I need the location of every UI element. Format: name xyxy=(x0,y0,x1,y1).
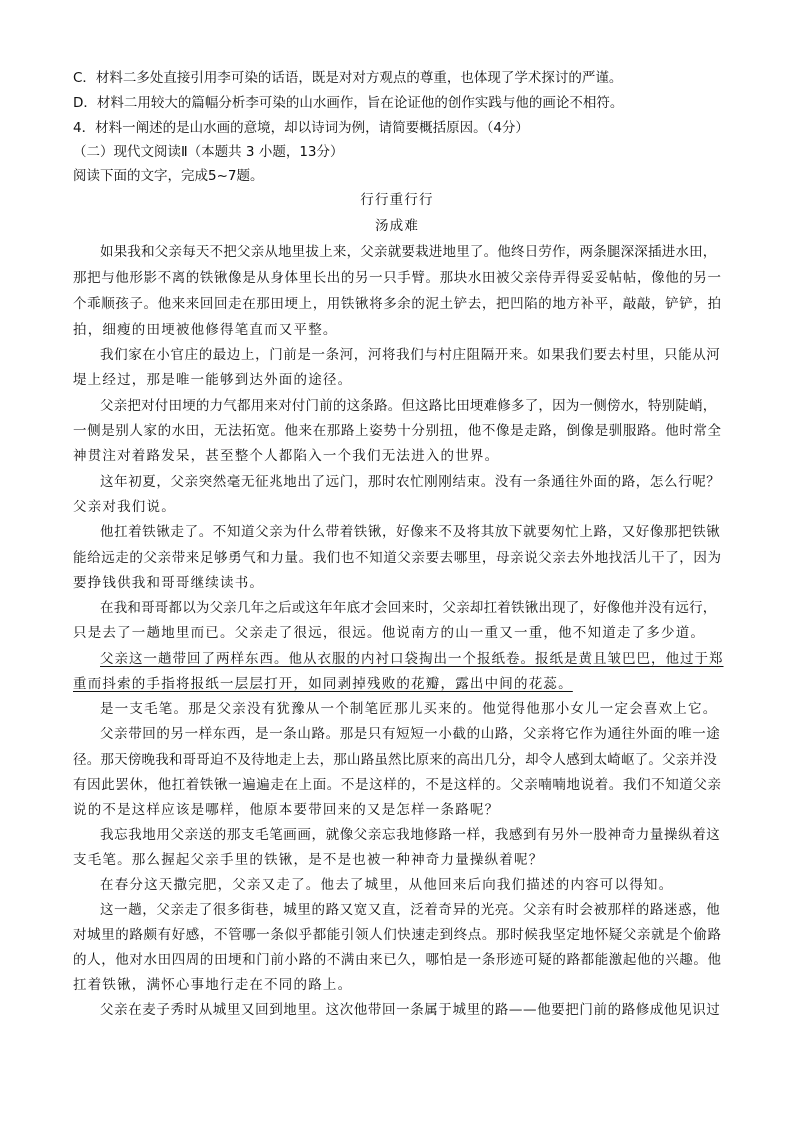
article-line: 能给远走的父亲带来足够勇气和力量。我们也不知道父亲要去哪里，母亲说父亲去外地找活儿干了，因为 xyxy=(73,550,722,566)
article-line: 这年初夏，父亲突然毫无征兆地出了远门，那时农忙刚刚结束。没有一条通往外面的路，怎么行呢？ xyxy=(100,474,721,490)
question-4: 4．材料一阐述的是山水画的意境，却以诗词为例，请简要概括原因。（4分） xyxy=(73,120,529,136)
article-line: 说的不是这样应该是哪样，他原本要带回来的又是怎样一条路呢？ xyxy=(73,802,500,818)
article-line: 有因此罢休，他扛着铁锹一遍遍走在上面。不是这样的，不是这样的。父亲喃喃地说着。我们不知道父亲 xyxy=(73,777,722,793)
instruction: 阅读下面的文字，完成5~7题。 xyxy=(73,168,264,184)
option-c: C．材料二多处直接引用李可染的话语，既是对对方观点的尊重，也体现了学术探讨的严谨。 xyxy=(73,70,623,86)
article-line: 堤上经过，那是唯一能够到达外面的途径。 xyxy=(73,372,353,388)
article-line: 神贯注对着路发呆，甚至整个人都陷入一个我们无法进入的世界。 xyxy=(73,448,500,464)
article-line: 在春分这天撒完肥，父亲又走了。他去了城里，从他回来后向我们描述的内容可以得知。 xyxy=(100,877,674,893)
article-line: 我们家在小官庄的最边上，门前是一条河，河将我们与村庄阻隔开来。如果我们要去村里，只能从河 xyxy=(100,347,721,363)
article-line: 在我和哥哥都以为父亲几年之后或这年年底才会回来时，父亲却扛着铁锹出现了，好像他并没有远行， xyxy=(100,600,717,616)
article-line: 只是去了一趟地里而已。父亲走了很远，很远。他说南方的山一重又一重，他不知道走了多少道。 xyxy=(73,625,706,641)
article-line-underlined: 父亲这一趟带回了两样东西。他从衣服的内衬口袋掏出一个报纸卷。报纸是黄且皱巴巴，他过于郑 xyxy=(100,651,724,667)
section-title: （二）现代文阅读Ⅱ（本题共 3 小题，13分） xyxy=(73,144,344,160)
article-line: 如果我和父亲每天不把父亲从地里拔上来，父亲就要栽进地里了。他终日劳作，两条腿深深插进水田， xyxy=(100,244,717,260)
article-line: 对城里的路颇有好感，不管哪一条似乎都能引领人们快速走到终点。那时候我坚定地怀疑父亲就是个偷路 xyxy=(73,927,722,943)
article-line: 支毛笔。那么握起父亲手里的铁锹，是不是也被一种神奇力量操纵着呢？ xyxy=(73,852,544,868)
article-author: 汤成难 xyxy=(374,218,420,234)
option-d: D．材料二用较大的篇幅分析李可染的山水画作，旨在论证他的创作实践与他的画论不相符。 xyxy=(73,95,624,111)
article-line: 扛着铁锹，满怀心事地行走在不同的路上。 xyxy=(73,977,353,993)
article-line: 那把与他形影不离的铁锹像是从身体里长出的另一只手臂。那块水田被父亲侍弄得妥妥帖帖，像他的另一 xyxy=(73,270,722,286)
article-line: 要挣钱供我和哥哥继续读书。 xyxy=(73,575,265,591)
article-line: 父亲对我们说。 xyxy=(73,499,176,515)
article-line: 的人，他对水田四周的田埂和门前小路的不满由来已久，哪怕是一条形迹可疑的路都能激起他的兴趣。他 xyxy=(73,952,722,968)
article-line: 是一支毛笔。那是父亲没有犹豫从一个制笔匠那儿买来的。他觉得他那小女儿一定会喜欢上它。 xyxy=(100,701,718,717)
article-line: 父亲在麦子秀时从城里又回到地里。这次他带回一条属于城里的路——他要把门前的路修成他见识过 xyxy=(100,1002,721,1018)
article-title: 行行重行行 xyxy=(360,192,434,208)
article-line: 个乖顺孩子。他来来回回走在那田埂上，用铁锹将多余的泥土铲去，把凹陷的地方补平，敲敲，铲铲，拍 xyxy=(73,296,722,312)
article-line: 我忘我地用父亲送的那支毛笔画画，就像父亲忘我地修路一样，我感到有另外一股神奇力量操纵着这 xyxy=(100,827,721,843)
article-line: 一侧是别人家的水田，无法拓宽。他来在那路上姿势十分别扭，他不像是走路，倒像是驯服路。他时常全 xyxy=(73,423,722,439)
article-line: 径。那天傍晚我和哥哥迫不及待地走上去，那山路虽然比原来的高出几分，却令人感到太崎岖了。父亲并没 xyxy=(73,752,717,768)
article-line: 父亲把对付田埂的力气都用来对付门前的这条路。但这路比田埂难修多了，因为一侧傍水，特别陡峭， xyxy=(100,398,717,414)
article-line: 父亲带回的另一样东西，是一条山路。那是只有短短一小截的山路，父亲将它作为通往外面的唯一途 xyxy=(100,726,721,742)
article-line-underlined: 重而抖索的手指将报纸一层层打开，如同剥掉残败的花瓣，露出中间的花蕊。 xyxy=(73,676,573,692)
article-line: 他扛着铁锹走了。不知道父亲为什么带着铁锹，好像来不及将其放下就要匆忙上路，又好像那把铁锹 xyxy=(100,524,721,540)
article-line: 这一趟，父亲走了很多街巷，城里的路又宽又直，泛着奇异的光亮。父亲有时会被那样的路迷惑，他 xyxy=(100,902,721,918)
article-line: 拍，细瘦的田埂被他修得笔直而又平整。 xyxy=(73,322,338,338)
